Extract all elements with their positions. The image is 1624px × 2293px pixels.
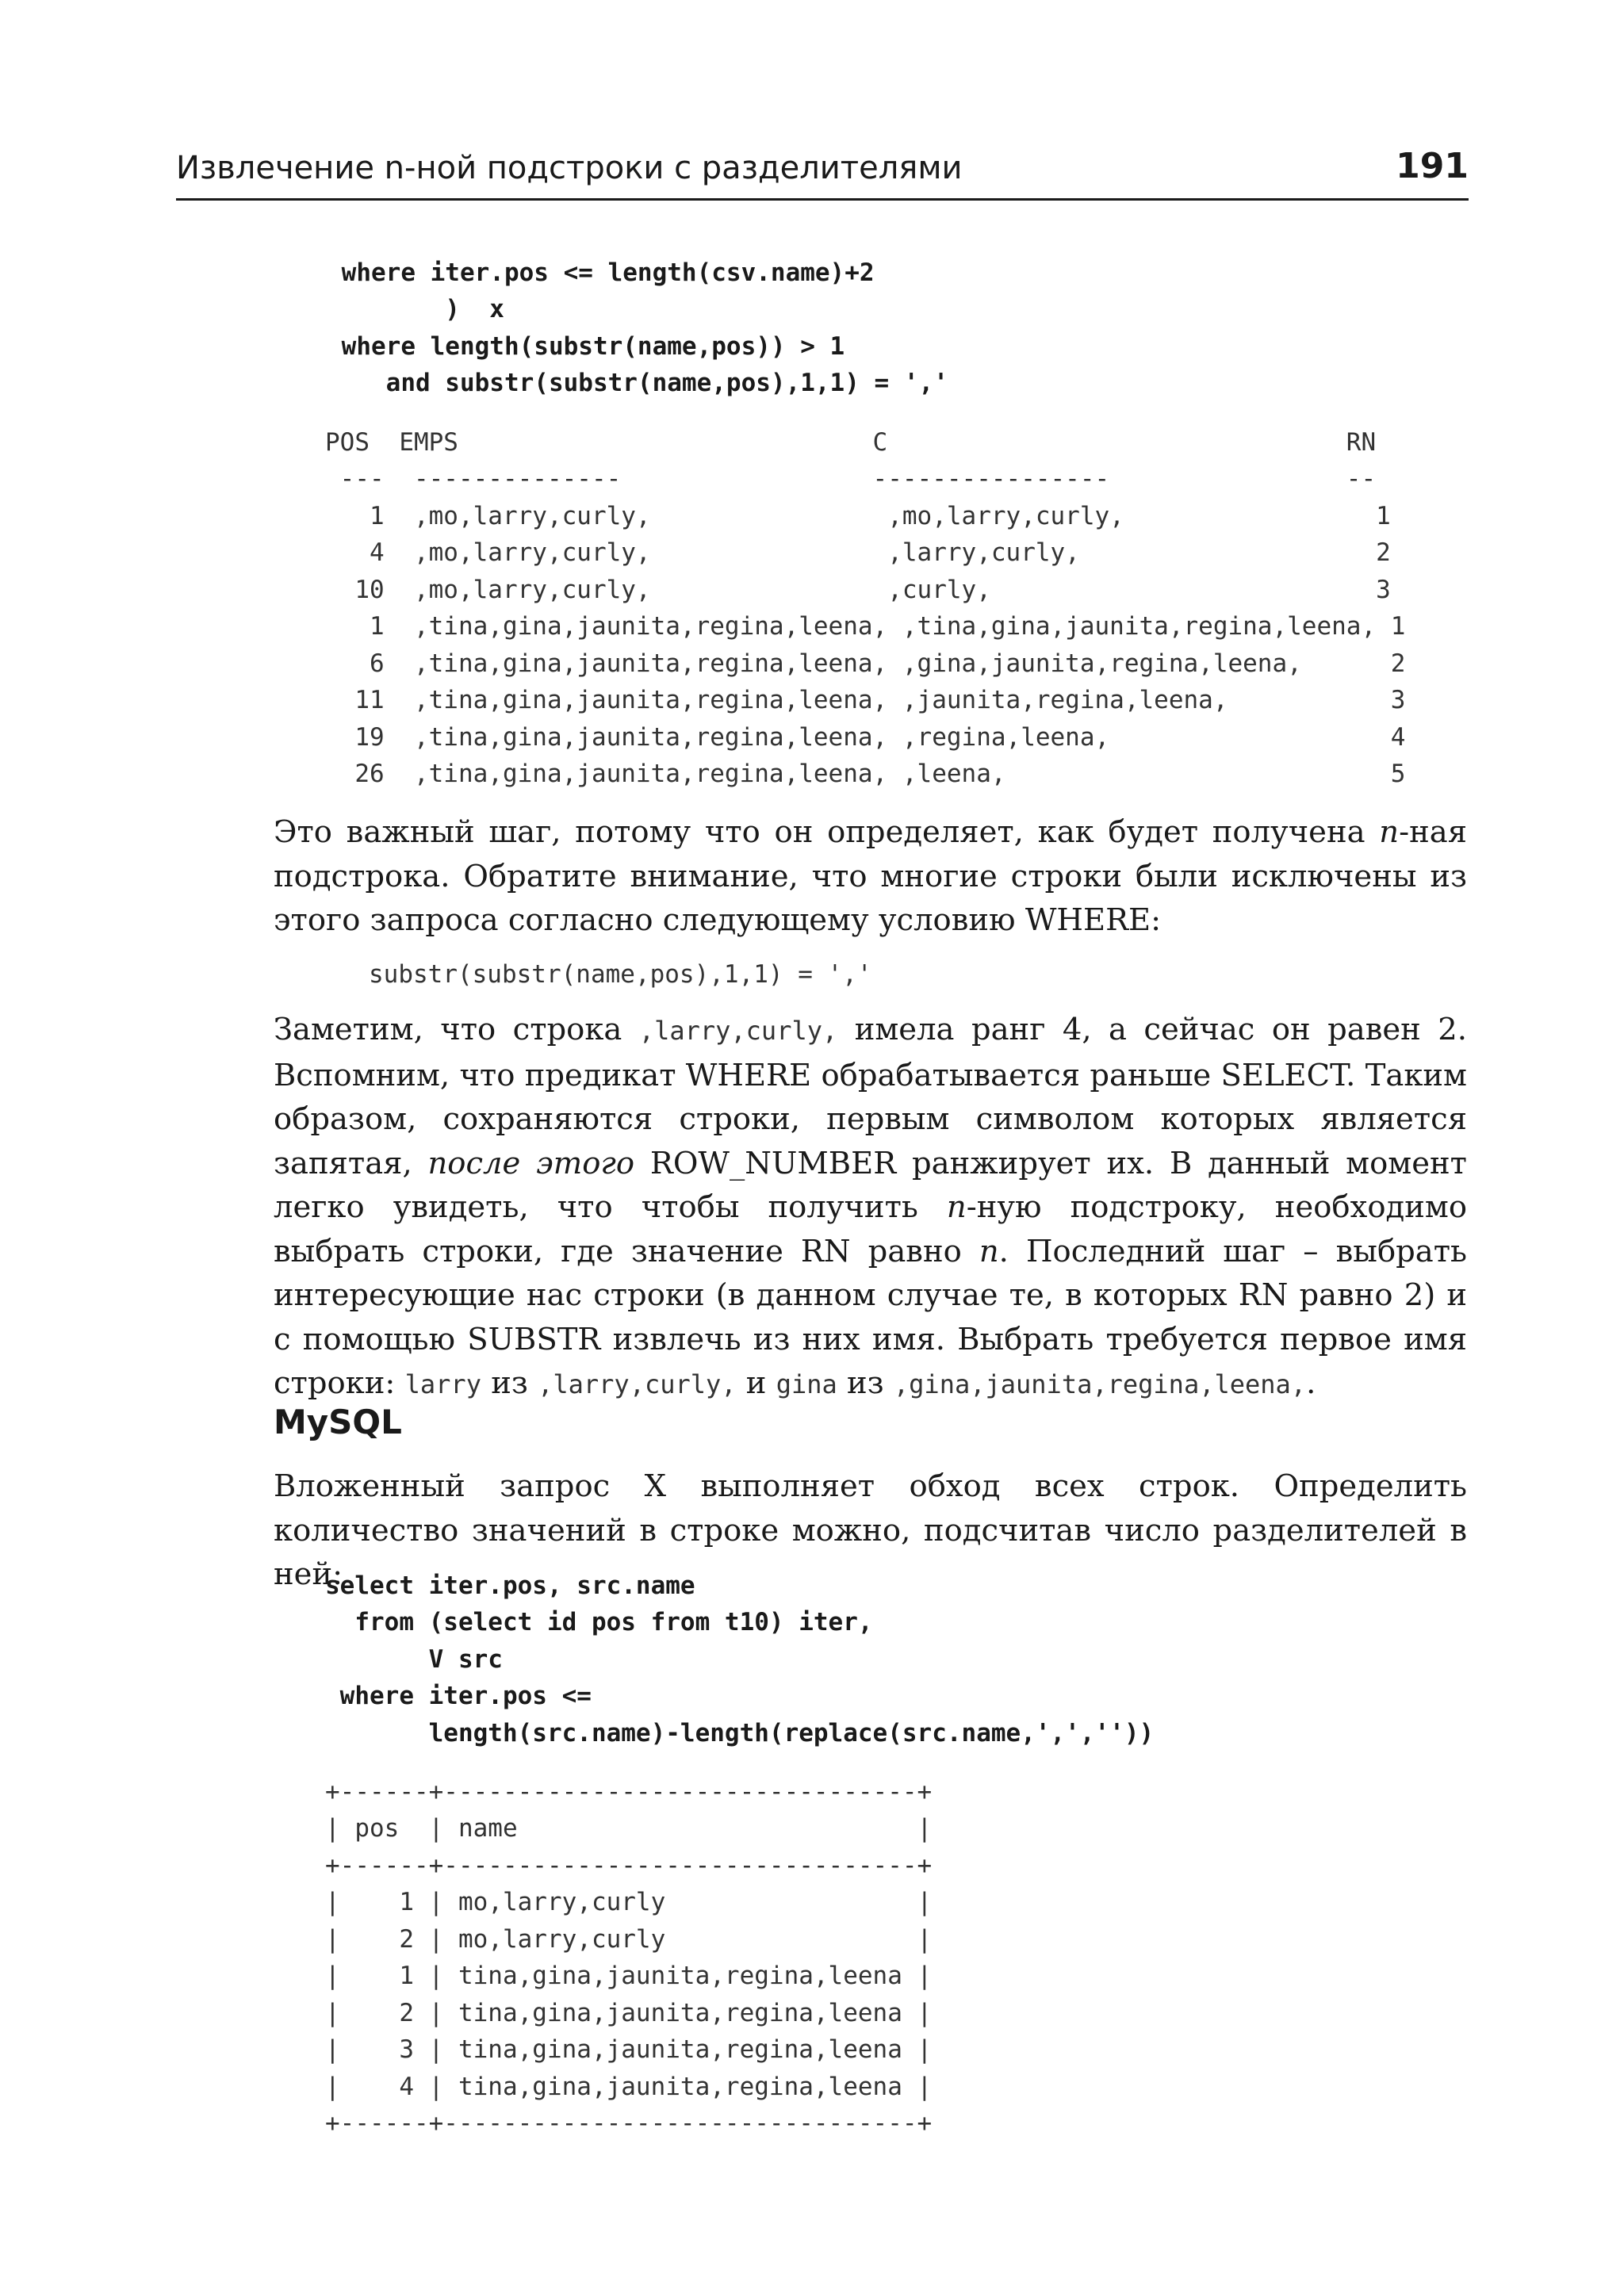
table-row: | 1 | tina,gina,jaunita,regina,leena |: [325, 1962, 933, 1990]
page-number: 191: [1396, 146, 1469, 186]
page-header: [176, 147, 1469, 201]
table-border-row: +------+--------------------------------+: [325, 1851, 933, 1880]
result-row: 1 ,tina,gina,jaunita,regina,leena, ,tina,gina,jaunita,regina,leena, 1: [325, 612, 1406, 641]
body-paragraph: Вложенный запрос X выполняет обход всех строк. Определить количество значений в строке можно, подсчитав число разделителей в ней:: [274, 1468, 1467, 1592]
code-where-predicate: substr(substr(name,pos),1,1) = ',': [369, 960, 872, 989]
code-line: where iter.pos <=: [325, 1682, 592, 1710]
code-line: select iter.pos, src.name: [325, 1571, 695, 1600]
table-border-row: +------+--------------------------------+: [325, 1778, 933, 1806]
result-row: 6 ,tina,gina,jaunita,regina,leena, ,gina,jaunita,regina,leena, 2: [325, 649, 1406, 678]
inline-code: ,gina,jaunita,regina,leena,: [893, 1369, 1307, 1399]
code-line: length(src.name)-length(replace(src.name,',','')): [325, 1719, 1155, 1748]
result-row: 26 ,tina,gina,jaunita,regina,leena, ,leena, 5: [325, 760, 1406, 788]
table-row: | 1 | mo,larry,curly |: [325, 1888, 933, 1916]
body-paragraph: Заметим, что строка ,larry,curly, имела ранг 4, а сейчас он равен 2. Вспомним, что предикат WHERE обрабатывается раньше SELECT. Таким образом, сохраняются строки, первым символом которых является запятая, после этого ROW_NUMBER ранжирует их. В данный момент легко увидеть, что чтобы получить n-ную подстроку, необходимо выбрать строки, где значение RN равно n. Последний шаг – выбрать интересующие нас строки (в данном случае те, в которых RN равно 2) и с помощью SUBSTR извлечь из них имя. Выбрать требуется первое имя строки: larry из ,larry,curly, и gina из ,gina,jaunita,regina,leena,.: [274, 1012, 1467, 1401]
inline-code: ,larry,curly,: [538, 1369, 737, 1399]
result-row: 11 ,tina,gina,jaunita,regina,leena, ,jaunita,regina,leena, 3: [325, 686, 1406, 714]
code-line: and substr(substr(name,pos),1,1) = ',': [327, 369, 948, 397]
code-line: V src: [325, 1645, 503, 1674]
result-row: 1 ,mo,larry,curly, ,mo,larry,curly, 1: [325, 502, 1391, 530]
table-border-row: +------+--------------------------------+: [325, 2109, 933, 2138]
table-row: | 2 | tina,gina,jaunita,regina,leena |: [325, 1999, 933, 2027]
code-line: from (select id pos from t10) iter,: [325, 1608, 873, 1636]
result-header-row: POS EMPS C RN: [325, 428, 1377, 457]
result-separator-row: --- -------------- ---------------- --: [325, 465, 1377, 493]
result-row: 4 ,mo,larry,curly, ,larry,curly, 2: [325, 538, 1391, 567]
code-line: where length(substr(name,pos)) > 1: [327, 332, 845, 361]
inline-code: gina: [776, 1369, 837, 1399]
table-row: | 4 | tina,gina,jaunita,regina,leena |: [325, 2073, 933, 2101]
code-line: ) x: [327, 295, 504, 323]
inline-code: ,larry,curly,: [638, 1016, 838, 1046]
result-row: 10 ,mo,larry,curly, ,curly, 3: [325, 576, 1391, 604]
section-heading: MySQL: [274, 1403, 402, 1441]
result-row: 19 ,tina,gina,jaunita,regina,leena, ,regina,leena, 4: [325, 723, 1406, 752]
running-title: Извлечение n-ной подстроки с разделителями: [176, 150, 963, 186]
body-paragraph: Это важный шаг, потому что он определяет, как будет получена n-ная подстрока. Обратите внимание, что многие строки были исключены из этого запроса согласно следующему условию WHERE:: [274, 814, 1467, 938]
code-line: where iter.pos <= length(csv.name)+2: [327, 258, 875, 287]
inline-code: larry: [404, 1369, 481, 1399]
table-header-row: | pos | name |: [325, 1814, 933, 1843]
table-row: | 3 | tina,gina,jaunita,regina,leena |: [325, 2035, 933, 2064]
table-row: | 2 | mo,larry,curly |: [325, 1925, 933, 1954]
